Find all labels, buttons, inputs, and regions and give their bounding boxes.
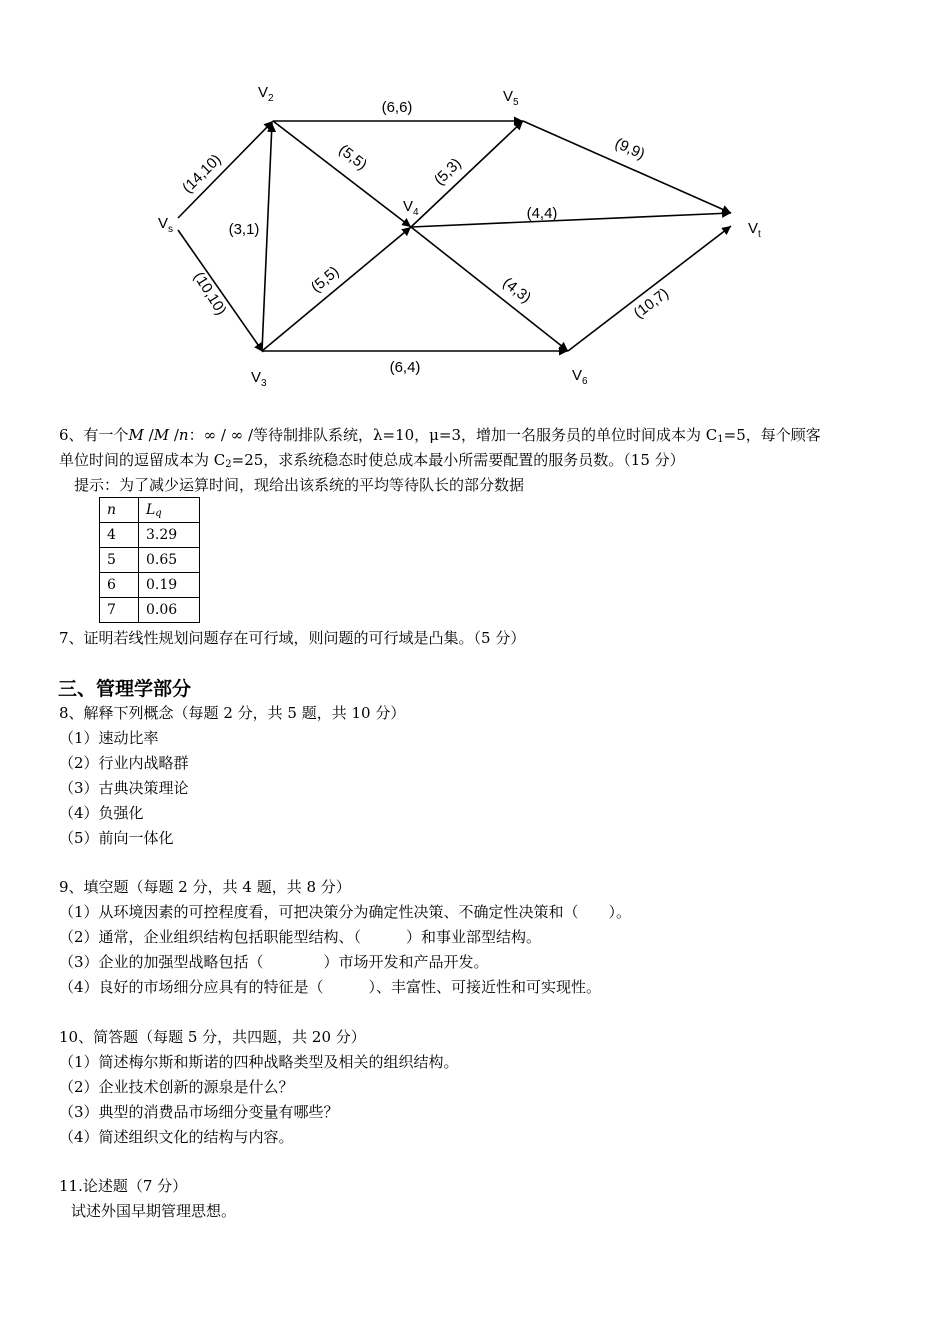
cell-lq: 3.29	[139, 523, 200, 548]
list-item: （1）简述梅尔斯和斯诺的四种战略类型及相关的组织结构。	[59, 1053, 459, 1071]
list-item: （4）良好的市场细分应具有的特征是（ ）、丰富性、可接近性和可实现性。	[59, 978, 602, 996]
node-label-v6: $V_6$	[572, 367, 588, 387]
edge-label-v3-v2: (3,1)	[228, 221, 260, 238]
table-row	[100, 573, 200, 598]
list-item: （4）简述组织文化的结构与内容。	[59, 1128, 294, 1146]
header-n: n	[100, 498, 139, 523]
edge-label-vs-v2: (14,10)	[179, 151, 225, 197]
node-label-vt: $V_t$	[748, 220, 761, 240]
node-label-v4: $V_4$	[403, 198, 419, 218]
node-label-v2: $V_2$	[258, 84, 274, 104]
edge-vs-v2	[178, 121, 273, 218]
q10-title: 10、简答题（每题 5 分，共四题，共 20 分）	[59, 1028, 366, 1046]
list-item: （2）通常，企业组织结构包括职能型结构、（ ）和事业部型结构。	[59, 928, 542, 946]
edge-v3-v2	[262, 123, 272, 351]
cell-n: 7	[100, 598, 139, 623]
edge-label-v5-vt: (9,9)	[612, 134, 648, 163]
list-item: （3）企业的加强型战略包括（ ）市场开发和产品开发。	[59, 953, 489, 971]
q11-body: 试述外国早期管理思想。	[71, 1202, 237, 1220]
node-label-v3: $V_3$	[251, 369, 267, 389]
edge-label-v2-v5: (6,6)	[381, 99, 413, 116]
list-item: （2）行业内战略群	[59, 754, 189, 772]
cell-lq: 0.65	[139, 548, 200, 573]
edge-label-v3-v4: (5,5)	[307, 263, 343, 296]
edge-label-v6-vt: (10,7)	[630, 284, 673, 322]
list-item: （3）古典决策理论	[59, 779, 189, 797]
list-item: （1）从环境因素的可控程度看，可把决策分为确定性决策、不确定性决策和（ ）。	[59, 903, 632, 921]
edge-v4-v6	[411, 227, 568, 351]
lq-table	[99, 497, 200, 623]
header-lq: $L_q$	[139, 498, 200, 523]
table-row	[100, 523, 200, 548]
cell-lq: 0.06	[139, 598, 200, 623]
edge-v3-v4	[262, 227, 411, 351]
q6-hint: 提示：为了减少运算时间，现给出该系统的平均等待队长的部分数据	[74, 476, 525, 494]
edge-label-vs-v3: (10,10)	[190, 268, 230, 319]
edge-v6-vt	[568, 226, 731, 351]
node-label-vs: $V_s$	[158, 215, 174, 235]
edge-v4-v5	[411, 121, 523, 227]
cell-n: 5	[100, 548, 139, 573]
list-item: （3）典型的消费品市场细分变量有哪些？	[59, 1103, 339, 1121]
list-item: （5）前向一体化	[59, 829, 174, 847]
q6-line-2: 单位时间的逗留成本为 $C_2=25$，求系统稳态时使总成本最小所需要配置的服务员数。（15 分）	[59, 451, 685, 470]
edge-v4-vt	[411, 213, 731, 227]
list-item: （4）负强化	[59, 804, 144, 822]
table-row	[100, 598, 200, 623]
cell-lq: 0.19	[139, 573, 200, 598]
q11-title: 11.论述题（7 分）	[59, 1177, 188, 1195]
cell-n: 4	[100, 523, 139, 548]
edge-vs-v3	[178, 230, 263, 352]
q7: 7、证明若线性规划问题存在可行域，则问题的可行域是凸集。（5 分）	[59, 629, 526, 647]
q8-title: 8、解释下列概念（每题 2 分，共 5 题，共 10 分）	[59, 704, 406, 722]
edge-label-v2-v4: (5,5)	[335, 141, 371, 174]
edge-label-v4-v5: (5,3)	[430, 154, 465, 189]
edge-v2-v4	[273, 121, 411, 227]
edge-label-v4-vt: (4,4)	[526, 205, 558, 222]
edge-label-v3-v6: (6,4)	[389, 359, 421, 376]
node-label-v5: $V_5$	[503, 88, 519, 108]
list-item: （1）速动比率	[59, 729, 159, 747]
network-flow-diagram	[0, 0, 950, 400]
edge-v5-vt	[523, 121, 731, 213]
table-header-row	[100, 498, 200, 523]
cell-n: 6	[100, 573, 139, 598]
list-item: （2）企业技术创新的源泉是什么？	[59, 1078, 294, 1096]
edge-label-v4-v6: (4,3)	[499, 274, 535, 307]
table-row	[100, 548, 200, 573]
section-heading: 三、管理学部分	[58, 678, 192, 700]
q6-line-1: 6、有一个M /M /n：∞ / ∞ /等待制排队系统，λ=10，μ=3，增加一名服务员的单位时间成本为 $C_1=5$，每个顾客	[59, 426, 821, 445]
q9-title: 9、填空题（每题 2 分，共 4 题，共 8 分）	[59, 878, 351, 896]
